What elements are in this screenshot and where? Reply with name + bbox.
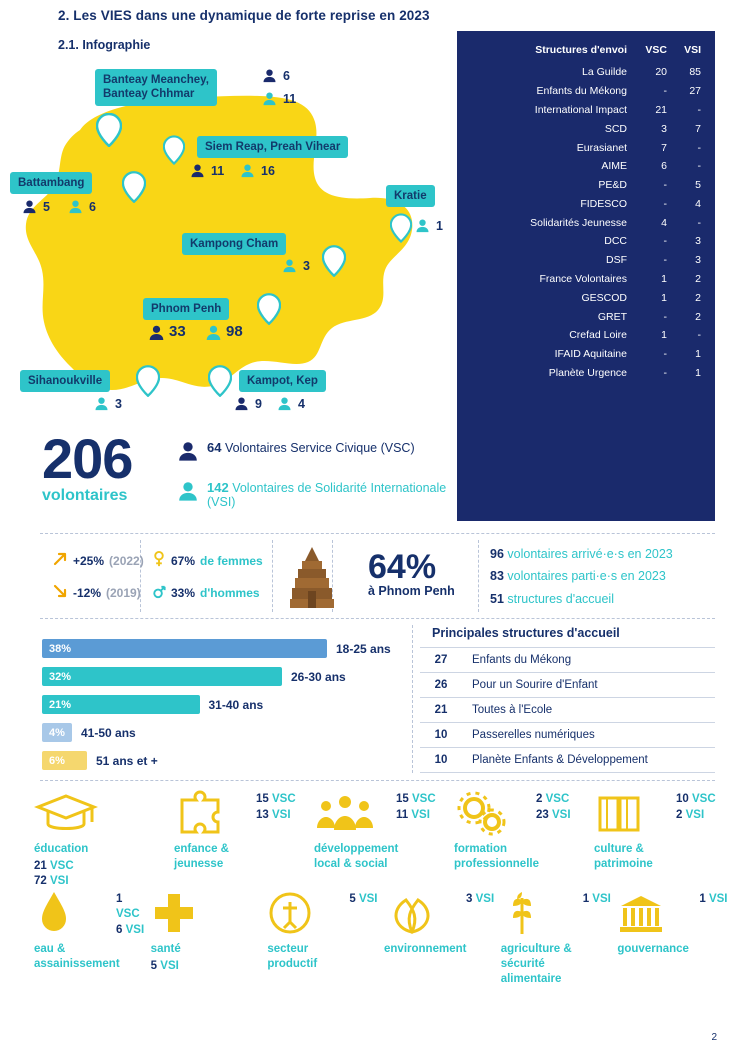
cell-vsi: 3 — [695, 235, 701, 248]
age-bar-value: 4% — [49, 726, 65, 739]
cell-vsc: 3 — [661, 122, 667, 135]
age-bar — [42, 667, 282, 686]
cell-vsi: 85 — [689, 66, 701, 79]
departures-stat — [490, 565, 673, 587]
sector-counts-top — [536, 792, 571, 823]
col-header-vsc: VSC — [645, 44, 667, 56]
table-row — [467, 364, 703, 383]
map-pin-icon — [390, 213, 412, 243]
arrivals-stat — [490, 543, 673, 565]
cell-vsc: 7 — [661, 141, 667, 154]
cell-host-count: 10 — [420, 748, 462, 773]
sector-count: 21 VSC — [34, 859, 74, 872]
age-bar-value: 32% — [49, 670, 72, 683]
person-navy-icon — [22, 199, 37, 214]
sector-count: 72 VSI — [34, 875, 69, 888]
cell-structure-name: Eurasianet — [576, 141, 627, 154]
cell-vsc: 1 — [661, 272, 667, 285]
map-pin-icon — [136, 365, 160, 397]
divider — [272, 540, 273, 612]
map-label-battambang: Battambang — [10, 172, 92, 194]
person-navy-icon — [177, 440, 199, 465]
sector-counts-top — [256, 792, 296, 823]
trend-down-year: (2019) — [106, 585, 141, 600]
cell-structure-name: PE&D — [598, 179, 627, 192]
cambodia-map — [0, 55, 460, 425]
table-row — [467, 345, 703, 364]
cell-structure-name: DCC — [604, 235, 627, 248]
sector-item — [497, 890, 614, 987]
age-bar-label: 51 ans et + — [96, 753, 158, 768]
map-stat-kampot-vsi: 4 — [277, 396, 305, 411]
medical-cross-icon — [151, 890, 260, 936]
cell-structure-name: GESCOD — [581, 291, 627, 304]
sector-counts-top — [676, 792, 716, 823]
map-pin-icon — [163, 135, 185, 165]
table-row — [467, 63, 703, 82]
women-label: de femmes — [200, 554, 263, 568]
sector-name: agriculture & sécurité alimentaire — [500, 942, 572, 985]
sector-count: 1 VSI — [582, 892, 611, 905]
cell-vsc: 6 — [661, 160, 667, 173]
age-bar — [42, 723, 72, 742]
cell-vsi: - — [697, 329, 701, 342]
cell-vsi: 1 — [695, 366, 701, 379]
sector-count: 1 VSI — [699, 892, 728, 905]
map-pin-icon — [122, 171, 146, 203]
cell-vsc: 1 — [661, 291, 667, 304]
men-stat — [152, 583, 260, 603]
sector-count: 2 VSI — [676, 808, 705, 821]
age-bar-label: 31-40 ans — [208, 697, 264, 712]
sector-name: culture & patrimoine — [594, 843, 653, 870]
person-navy-icon — [262, 68, 277, 83]
cell-vsi: 2 — [695, 310, 701, 323]
age-bar-row — [42, 720, 402, 745]
person-teal-icon — [277, 396, 292, 411]
map-stat-banteay-vsc: 6 — [262, 68, 290, 83]
sector-counts-top — [466, 892, 494, 908]
age-bar-row — [42, 664, 402, 689]
host-structures-panel — [420, 626, 720, 773]
vsc-count: 64 — [207, 440, 222, 455]
sector-counts-below — [34, 859, 166, 890]
arrivals-label: volontaires arrivé·e·s en 2023 — [507, 547, 673, 561]
map-stat-banteay-vsi: 11 — [262, 91, 296, 106]
table-row — [467, 251, 703, 270]
cell-host-name: Passerelles numériques — [462, 723, 715, 748]
cell-structure-name: Crefad Loire — [569, 329, 627, 342]
table-row — [467, 119, 703, 138]
age-distribution-chart — [42, 636, 402, 776]
sector-counts-top — [396, 792, 436, 823]
pp-pct-label: à Phnom Penh — [368, 584, 455, 598]
cell-structure-name: GRET — [597, 310, 627, 323]
cell-structure-name: AIME — [601, 160, 627, 173]
person-teal-icon — [240, 163, 255, 178]
person-navy-icon — [234, 396, 249, 411]
sector-item — [30, 890, 147, 987]
cell-structure-name: Planète Urgence — [548, 366, 627, 379]
person-teal-icon — [68, 199, 83, 214]
structures-label: structures d'accueil — [507, 591, 614, 606]
age-bar-row — [42, 636, 402, 661]
sector-count: 1 VSC — [116, 892, 140, 921]
sector-name: formation professionnelle — [454, 843, 539, 870]
sector-item — [310, 790, 450, 890]
male-symbol-icon — [152, 583, 166, 603]
sector-counts-top — [699, 892, 727, 908]
person-teal-icon — [415, 218, 430, 233]
map-stat-kampot-vsc: 9 — [234, 396, 262, 411]
table-row — [420, 748, 715, 773]
total-volunteers-number: 206 — [42, 427, 133, 490]
divider — [40, 780, 715, 781]
age-bar-value: 6% — [49, 754, 65, 767]
sector-item — [380, 890, 497, 987]
cell-vsc: 20 — [655, 66, 667, 79]
sector-count: 6 VSI — [116, 924, 145, 936]
table-row — [420, 723, 715, 748]
sector-item — [450, 790, 590, 890]
cell-vsi: 1 — [695, 348, 701, 361]
map-pin-icon — [322, 245, 346, 277]
cell-structure-name: FIDESCO — [580, 197, 627, 210]
cell-vsi: - — [697, 160, 701, 173]
trend-down — [52, 583, 141, 602]
structures-count: 51 — [490, 591, 504, 606]
arrow-up-icon — [52, 551, 68, 570]
cell-structure-name: SCD — [604, 122, 627, 135]
trend-up-value: +25% — [73, 553, 105, 568]
sector-item — [590, 790, 730, 890]
vsi-label: Volontaires de Solidarité Internationale (VSI) — [207, 481, 447, 509]
map-stat-sihanoukville-vsi: 3 — [94, 396, 122, 411]
sector-count: 3 VSI — [466, 892, 495, 905]
departures-label: volontaires parti·e·s en 2023 — [507, 569, 666, 584]
structures-stat — [490, 588, 673, 610]
cell-structure-name: France Volontaires — [539, 272, 627, 285]
cell-vsi: 2 — [695, 291, 701, 304]
table-row — [467, 232, 703, 251]
trend-up — [52, 551, 144, 570]
cell-host-name: Planète Enfants & Développement — [462, 748, 715, 773]
age-bar — [42, 639, 327, 658]
cell-vsc: 4 — [661, 216, 667, 229]
cell-host-name: Toutes à l'Ecole — [462, 698, 715, 723]
vsc-summary — [207, 440, 457, 455]
sector-count: 11 VSI — [396, 808, 430, 821]
section-subtitle: 2.1. Infographie — [58, 38, 151, 52]
cell-vsc: - — [663, 235, 667, 248]
table-row — [467, 101, 703, 120]
sending-structures-table — [457, 31, 715, 521]
female-symbol-icon — [152, 551, 166, 571]
table-row — [467, 157, 703, 176]
cell-vsi: 7 — [695, 122, 701, 135]
map-stat-battambang-vsc: 5 — [22, 199, 50, 214]
map-pin-icon — [257, 293, 281, 325]
table-row — [420, 673, 715, 698]
map-label-siemreap: Siem Reap, Preah Vihear — [197, 136, 348, 158]
cell-host-count: 10 — [420, 723, 462, 748]
age-bar-label: 26-30 ans — [291, 669, 346, 684]
sector-counts-below — [151, 959, 260, 975]
departures-count: 83 — [490, 569, 504, 584]
trend-down-value: -12% — [73, 585, 102, 600]
sector-count: 5 VSI — [349, 892, 378, 905]
sector-count: 2 VSC — [536, 793, 570, 805]
cell-vsi: 27 — [689, 85, 701, 98]
person-teal-icon — [177, 480, 199, 505]
arrow-down-icon — [52, 583, 68, 602]
map-stat-siemreap-vsc: 11 — [190, 163, 224, 178]
sector-name: développement local & social — [314, 843, 399, 870]
table-row — [467, 307, 703, 326]
age-bar-label: 18-25 ans — [336, 641, 391, 656]
map-label-kampot: Kampot, Kep — [239, 370, 326, 392]
person-teal-icon — [282, 258, 297, 273]
cell-structure-name: Enfants du Mékong — [536, 85, 627, 98]
volunteers-summary — [42, 427, 452, 527]
cell-structure-name: IFAID Aquitaine — [554, 348, 627, 361]
age-bar-row — [42, 692, 402, 717]
col-header-vsi: VSI — [684, 44, 701, 56]
divider — [478, 540, 479, 612]
table-row — [420, 698, 715, 723]
cell-vsc: 21 — [655, 103, 667, 116]
table-row — [467, 326, 703, 345]
sector-name: eau & assainissement — [34, 942, 120, 970]
women-stat — [152, 551, 263, 571]
cell-structure-name: La Guilde — [582, 66, 627, 79]
table-header-row — [467, 41, 703, 63]
person-teal-icon — [262, 91, 277, 106]
age-bar — [42, 751, 87, 770]
table-row — [467, 288, 703, 307]
map-stat-battambang-vsi: 6 — [68, 199, 96, 214]
cell-vsc: - — [663, 85, 667, 98]
men-label: d'hommes — [200, 586, 260, 600]
divider — [40, 533, 715, 534]
age-bar-row — [42, 748, 402, 773]
cell-vsi: - — [697, 141, 701, 154]
divider — [412, 625, 413, 773]
host-structures-title: Principales structures d'accueil — [432, 626, 620, 640]
cell-vsi: 4 — [695, 197, 701, 210]
cell-vsi: 2 — [695, 272, 701, 285]
sector-item — [263, 890, 380, 987]
sector-name: santé — [150, 942, 181, 955]
cell-vsc: - — [663, 179, 667, 192]
sector-item — [147, 890, 264, 987]
map-stat-kampongcham-vsi: 3 — [282, 258, 310, 273]
sector-name: éducation — [34, 843, 89, 855]
sector-row — [30, 790, 730, 890]
pp-pct-value: 64% — [368, 548, 437, 586]
cell-vsi: 3 — [695, 254, 701, 267]
map-label-phnompenh: Phnom Penh — [143, 298, 229, 320]
cell-host-count: 26 — [420, 673, 462, 698]
cell-host-name: Enfants du Mékong — [462, 648, 715, 673]
sectors-grid — [30, 790, 730, 987]
graduation-cap-icon — [34, 790, 166, 836]
cell-host-name: Pour un Sourire d'Enfant — [462, 673, 715, 698]
table-row — [467, 213, 703, 232]
trend-up-year: (2022) — [109, 553, 144, 568]
sector-count: 15 VSC — [256, 793, 296, 805]
flow-stats — [490, 543, 673, 610]
sector-count: 15 VSC — [396, 793, 436, 805]
cell-vsc: - — [663, 197, 667, 210]
table-row — [467, 176, 703, 195]
cell-vsc: - — [663, 366, 667, 379]
sector-count: 10 VSC — [676, 793, 716, 805]
age-bar-value: 21% — [49, 698, 72, 711]
sector-name: enfance & jeunesse — [174, 843, 229, 870]
table-row — [467, 138, 703, 157]
age-bar-label: 41-50 ans — [81, 725, 136, 740]
temple-icon — [288, 545, 336, 616]
cell-vsc: - — [663, 310, 667, 323]
cell-host-count: 27 — [420, 648, 462, 673]
cell-vsc: 1 — [661, 329, 667, 342]
map-stat-kratie-vsi: 1 — [415, 218, 443, 233]
women-pct: 67% — [171, 554, 196, 568]
vsi-count: 142 — [207, 480, 229, 495]
sector-name: gouvernance — [617, 942, 689, 955]
col-header-name: Structures d'envoi — [535, 44, 627, 56]
person-navy-icon — [148, 324, 163, 339]
table-row — [467, 194, 703, 213]
cell-vsi: 5 — [695, 179, 701, 192]
table-row — [467, 82, 703, 101]
total-volunteers-label: volontaires — [42, 487, 128, 505]
sending-structures-grid — [467, 41, 703, 382]
age-bar — [42, 695, 200, 714]
cell-structure-name: DSF — [606, 254, 627, 267]
phnom-penh-share — [368, 550, 455, 598]
sector-count: 13 VSI — [256, 808, 291, 821]
person-teal-icon — [205, 324, 220, 339]
map-label-kratie: Kratie — [386, 185, 435, 207]
sector-row — [30, 890, 730, 987]
map-label-kampongcham: Kampong Cham — [182, 233, 286, 255]
sector-counts-top — [583, 892, 611, 908]
cell-vsi: - — [697, 216, 701, 229]
cell-vsi: - — [697, 103, 701, 116]
person-teal-icon — [94, 396, 109, 411]
sector-count: 5 VSI — [150, 959, 179, 972]
cell-host-count: 21 — [420, 698, 462, 723]
cell-vsc: - — [663, 254, 667, 267]
divider — [40, 618, 715, 619]
sector-name: secteur productif — [267, 942, 318, 970]
sector-counts-top — [349, 892, 377, 908]
map-stat-phnompenh-vsc: 33 — [148, 323, 186, 340]
arrivals-count: 96 — [490, 547, 504, 561]
map-pin-icon — [96, 113, 122, 147]
cell-structure-name: International Impact — [534, 103, 627, 116]
map-stat-phnompenh-vsi: 98 — [205, 323, 243, 340]
sector-item — [30, 790, 170, 890]
sector-name: environnement — [384, 942, 467, 955]
vsi-summary — [207, 480, 457, 509]
map-label-banteay: Banteay Meanchey, Banteay Chhmar — [95, 69, 217, 106]
table-row — [420, 648, 715, 673]
map-label-sihanoukville: Sihanoukville — [20, 370, 110, 392]
sector-item — [170, 790, 310, 890]
map-stat-siemreap-vsi: 16 — [240, 163, 275, 178]
sector-item — [613, 890, 730, 987]
sector-count: 23 VSI — [536, 808, 571, 821]
cell-vsc: - — [663, 348, 667, 361]
person-navy-icon — [190, 163, 205, 178]
page-number: 2 — [711, 1032, 717, 1043]
age-bar-value: 38% — [49, 642, 72, 655]
table-row — [467, 270, 703, 289]
host-structures-table — [420, 647, 715, 773]
cell-structure-name: Solidarités Jeunesse — [530, 216, 627, 229]
men-pct: 33% — [171, 586, 196, 600]
map-pin-icon — [208, 365, 232, 397]
page-title: 2. Les VIES dans une dynamique de forte reprise en 2023 — [58, 8, 430, 23]
sector-counts-top — [116, 892, 147, 939]
vsc-label: Volontaires Service Civique (VSC) — [224, 441, 415, 455]
